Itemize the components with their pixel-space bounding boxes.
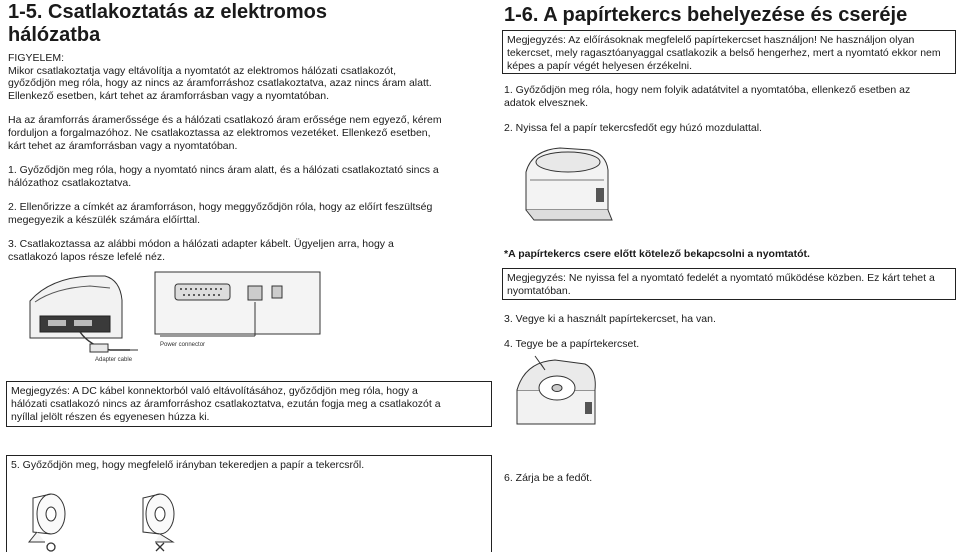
correct-mark-icon	[47, 542, 48, 543]
section-title: 1-6. A papírtekercs behelyezése és cseréje	[504, 4, 908, 26]
note-box	[502, 268, 956, 300]
bold-note: *A papírtekercs csere előtt kötelező bekapcsolni a nyomtatót.	[504, 248, 810, 260]
incorrect-mark-icon	[160, 542, 161, 543]
warning-line: győződjön meg róla, hogy az nincs az áramforráshoz csatlakoztatva, azaz nincs áram alatt.	[8, 77, 432, 89]
right-step-1-line: adatok elvesznek.	[504, 97, 589, 109]
warning-heading: FIGYELEM:	[8, 52, 65, 64]
step-2-line: megegyezik a készülék számára előírttal.	[8, 214, 200, 226]
note-line: nyíllal jelölt részen és egyenesen húzza ki.	[11, 411, 210, 423]
power-connector-label: Power connector	[160, 342, 206, 348]
printer-adapter-illustration	[10, 266, 340, 368]
right-step-3: 3. Vegye ki a használt papírtekercset, ha van.	[504, 313, 716, 325]
note-line: tekercset, mely ragasztóanyaggal csatlakozik a belső hengerhez, mert a nyomtató ekkor nem	[507, 47, 941, 59]
step-5-text: 5. Győződjön meg, hogy megfelelő irányban tekeredjen a papír a tekercsről.	[11, 459, 365, 471]
note-box	[6, 381, 492, 427]
right-step-4: 4. Tegye be a papírtekercset.	[504, 338, 640, 350]
section-title-line2: hálózatba	[8, 24, 101, 46]
step-3-line: 3. Csatlakoztassa az alábbi módon a hálózati adapter kábelt. Ügyeljen arra, hogy a	[8, 238, 394, 250]
note-line: nyomtatóban.	[507, 285, 571, 297]
note-line: Megjegyzés: A DC kábel konnektorból való eltávolításához, győződjön meg róla, hogy a	[11, 385, 418, 397]
note-line: képes a papír végét helyesen érzékelni.	[507, 60, 693, 72]
right-step-1-line: 1. Győződjön meg róla, hogy nem folyik adatátvitel a nyomtatóba, ellenkező esetben az	[504, 84, 911, 96]
right-step-6: 6. Zárja be a fedőt.	[504, 472, 593, 484]
warning-line: Mikor csatlakoztatja vagy eltávolítja a nyomtatót az elektromos hálózati csatlakozót,	[8, 65, 397, 77]
note-box	[502, 30, 956, 74]
printer-paper-roll-illustration	[505, 350, 605, 432]
note-line: hálózati csatlakozó nincs az áramforráshoz csatlakoztatva, ezután fogja meg a csatlakozót a	[11, 398, 441, 410]
step-1-line: 1. Győződjön meg róla, hogy a nyomtató nincs áram alatt, és a hálózati csatlakoztató sincs a	[8, 164, 439, 176]
step-3-line: csatlakozó lapos része lefelé néz.	[8, 251, 166, 263]
paragraph-line: kárt tehet az áramforrásban vagy a nyomtatóban.	[8, 140, 238, 152]
note-line: Megjegyzés: Ne nyissa fel a nyomtató fedelét a nyomtató működése közben. Ez kárt tehet a	[507, 272, 935, 284]
paragraph-line: Ha az áramforrás áramerőssége és a hálózati csatlakozó áram erőssége nem egyező, kérem	[8, 114, 442, 126]
paragraph-line: forduljon a forgalmazóhoz. Ne csatlakoztassa az elektromos vezetéket. Ellenkező esetben,	[8, 127, 431, 139]
step-2-line: 2. Ellenőrizze a címkét az áramforráson, hogy meggyőződjön róla, hogy az előírt feszültség	[8, 201, 433, 213]
adapter-cable-label: Adapter cable	[95, 357, 133, 363]
paper-roll-direction-illustration	[25, 484, 205, 552]
section-title-line1: 1-5. Csatlakoztatás az elektromos	[8, 1, 328, 23]
step-1-line: hálózathoz csatlakoztatva.	[8, 177, 132, 189]
note-line: Megjegyzés: Az előírásoknak megfelelő papírtekercset használjon! Ne használjon olyan	[507, 34, 915, 46]
warning-line: Ellenkező esetben, kárt tehet az áramforrásban vagy a nyomtatóban.	[8, 90, 330, 102]
right-step-2: 2. Nyissa fel a papír tekercsfedőt egy húzó mozdulattal.	[504, 122, 762, 134]
printer-cover-illustration	[520, 140, 620, 226]
